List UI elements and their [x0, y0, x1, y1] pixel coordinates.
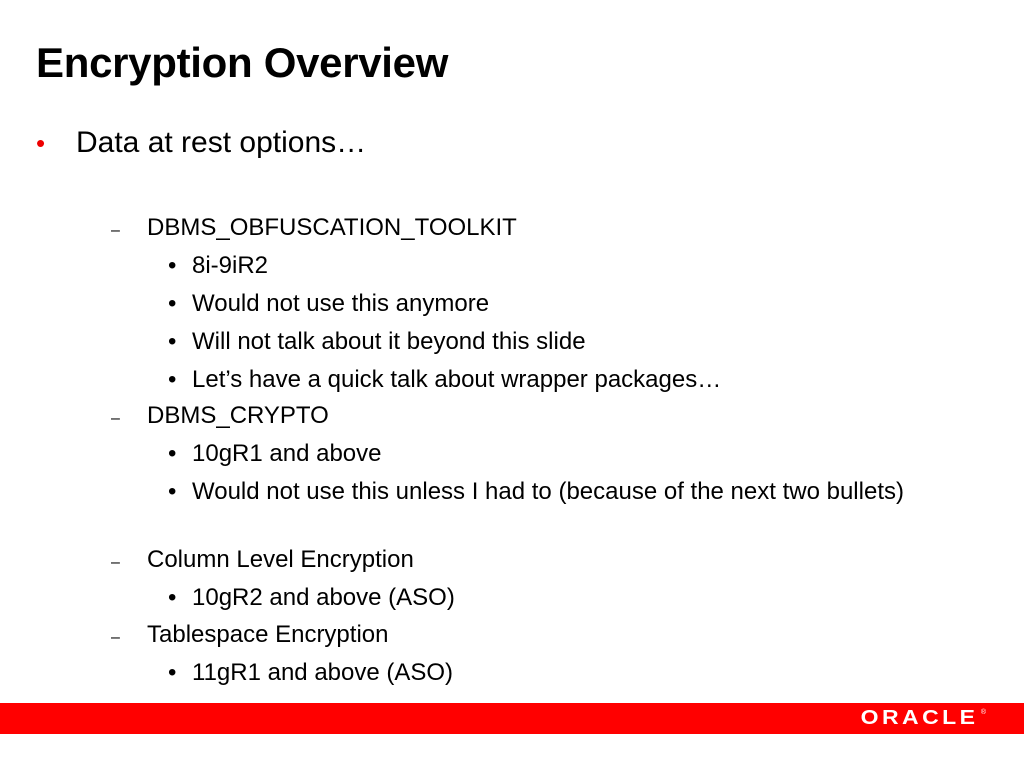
section-heading-text: Column Level Encryption — [147, 546, 414, 573]
list-item — [168, 327, 968, 356]
list-item-text: 10gR1 and above — [192, 440, 382, 467]
list-item-text: 8i-9iR2 — [192, 252, 269, 279]
bullet-icon: • — [168, 328, 177, 355]
red-bullet-icon: • — [36, 128, 46, 158]
list-item — [168, 251, 968, 280]
list-item — [168, 439, 968, 468]
bullet-icon: • — [168, 440, 177, 467]
list-item — [168, 365, 968, 394]
list-item — [168, 583, 968, 612]
dash-icon: – — [111, 222, 120, 239]
slide-title: Encryption Overview — [36, 39, 449, 86]
bullet-icon: • — [168, 366, 177, 393]
level1-bullet-item — [36, 124, 366, 162]
registered-mark-icon: ® — [980, 709, 986, 716]
section-heading-text: DBMS_CRYPTO — [147, 402, 329, 429]
list-item-text: 10gR2 and above (ASO) — [192, 584, 455, 611]
oracle-logo — [860, 706, 986, 729]
bullet-icon: • — [168, 659, 177, 686]
bullet-icon: • — [168, 584, 177, 611]
list-item — [168, 658, 968, 687]
section-heading-text: Tablespace Encryption — [147, 621, 389, 648]
list-item — [168, 477, 968, 506]
list-item-text: Would not use this anymore — [192, 290, 490, 317]
list-item-text: Will not talk about it beyond this slide — [192, 328, 586, 355]
section-heading — [107, 620, 388, 653]
footer-divider — [726, 734, 1024, 735]
list-item-text: Would not use this unless I had to (because of the next two bullets) — [192, 478, 904, 505]
bullet-icon: • — [168, 478, 177, 505]
dash-icon: – — [111, 629, 120, 646]
list-item-text: Let’s have a quick talk about wrapper packages… — [192, 366, 722, 393]
section-heading — [107, 401, 329, 434]
dash-icon: – — [111, 554, 120, 571]
section-heading-text: DBMS_OBFUSCATION_TOOLKIT — [147, 214, 517, 241]
level1-text: Data at rest options… — [76, 126, 367, 159]
list-item — [168, 289, 968, 318]
section-heading — [107, 545, 414, 578]
bullet-icon: • — [168, 290, 177, 317]
bullet-icon: • — [168, 252, 177, 279]
section-heading — [107, 213, 517, 246]
list-item-text: 11gR1 and above (ASO) — [192, 659, 454, 686]
oracle-logo-text: ORACLE — [860, 706, 978, 729]
dash-icon: – — [111, 410, 120, 427]
